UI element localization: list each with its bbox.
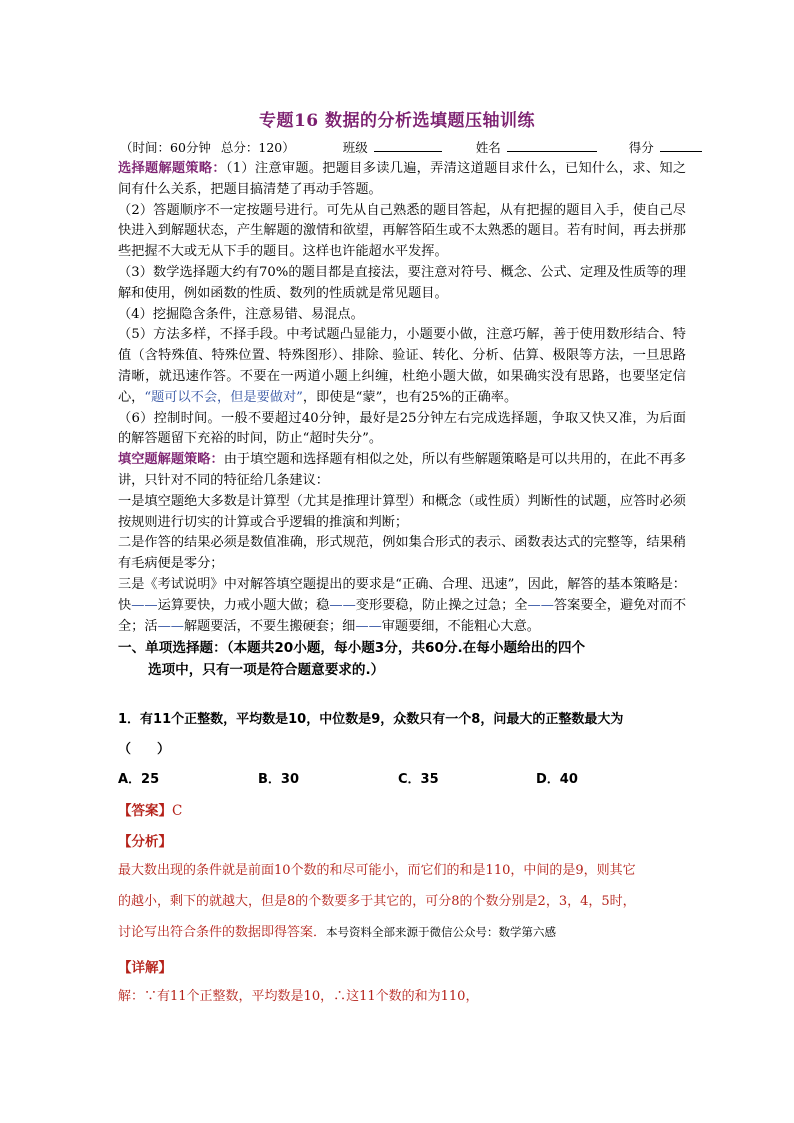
strategy2-l1: 一是填空题绝大多数是计算型（尤其是推理计算型）和概念（或性质）判断性的试题，应答时必须按规则进行切实的计算或合乎逻辑的推演和判断； <box>118 493 686 530</box>
strategy-text <box>118 159 686 681</box>
strategy1-p5: （5）方法多样，不择手段。中考试题凸显能力，小题要小做，注意巧解，善于使用数形结合、特值（含特殊值、特殊位置、特殊图形）、排除、验证、转化、分析、估算、极限等方法，一旦思路清晰，就迅速作答。不要在一两道小题上纠缠，杜绝小题大做，如果确实没有思路，也要坚定信心，“题可以不会，但是要做对”，即使是“蒙”，也有25%的正确率。 <box>118 327 686 405</box>
strategy2-intro: 填空题解题策略：由于填空题和选择题有相似之处，所以有些解题策略是可以共用的，在此不再多讲，只针对不同的特征给几条建议： <box>118 452 687 488</box>
strategy1-p6: （6）控制时间。一般不要超过40分钟，最好是25分钟左右完成选择题，争取又快又准，为后面的解答题留下充裕的时间，防止“超时失分”。 <box>118 410 686 447</box>
analysis-line-3: 讨论写出符合条件的数据即得答案．本号资料全部来源于微信公众号：数学第六感 <box>118 925 557 940</box>
source-note: 本号资料全部来源于微信公众号：数学第六感 <box>326 925 557 939</box>
strategy2-l2: 二是作答的结果必须是数值准确，形式规范，例如集合形式的表示、函数表达式的完整等，结果稍有毛病便是零分； <box>118 535 686 572</box>
class-blank <box>374 139 442 152</box>
name-blank <box>507 139 597 152</box>
strategy1-p2: （2）答题顺序不一定按题号进行。可先从自己熟悉的题目答起，从有把握的题目入手，使自己尽快进入到解题状态，产生解题的激情和欲望，再解答陌生或不太熟悉的题目。若有时间，再去拼那些把握不大或无从下手的题目。这样也许能超水平发挥。 <box>118 202 686 260</box>
analysis-line-2: 的越小，剩下的就越大，但是8的个数要多于其它的，可分8的个数分别是2，3，4，5时， <box>118 894 636 909</box>
analysis-text <box>118 855 688 948</box>
strategy2-l3: 三是《考试说明》中对解答填空题提出的要求是“正确、合理、迅速”，因此，解答的基本策略是：快——运算要快，力戒小题大做；稳——变形要稳，防止操之过急；全——答案要全，避免对而不全；活——解题要活，不要生搬硬套；细——审题要细，不能粗心大意。 <box>118 576 687 634</box>
page-title: 专题16 数据的分析选填题压轴训练 <box>258 111 536 131</box>
answer-line <box>118 799 182 819</box>
strategy1-p1: 选择题解题策略：（1）注意审题。把题目多读几遍，弄清这道题目求什么，已知什么，求、知之间有什么关系，把题目搞清楚了再动手答题。 <box>118 161 687 197</box>
answer-label: 【答案】 <box>118 803 172 819</box>
question-1-paren: （ ） <box>118 742 171 757</box>
answer-value: C <box>172 803 183 819</box>
detail-text <box>118 981 688 1012</box>
detail-label: 【详解】 <box>118 960 172 976</box>
grade-label: 得分 <box>628 140 654 155</box>
option-b: B．30 <box>258 772 299 787</box>
class-label: 班级 <box>342 140 368 155</box>
exam-time: （时间：60分钟 <box>120 140 211 155</box>
exam-score: 总分：120） <box>220 140 295 155</box>
strategy1-p4: （4）挖掘隐含条件，注意易错、易混点。 <box>118 306 364 322</box>
strategy1-quote: “题可以不会，但是要做对” <box>144 389 303 405</box>
analysis-line-1: 最大数出现的条件就是前面10个数的和尽可能小，而它们的和是110，中间的是9，则其它 <box>118 863 636 878</box>
section-heading: 一、单项选择题：（本题共20小题，每小题3分，共60分.在每小题给出的四个 <box>118 640 586 657</box>
exam-info <box>120 138 708 156</box>
strategy1-p3: （3）数学选择题大约有70%的题目都是直接法，要注意对符号、概念、公式、定理及性质等的理解和使用，例如函数的性质、数列的性质就是常见题目。 <box>118 264 686 301</box>
grade-blank <box>660 139 702 152</box>
section-heading-cont: 选项中，只有一项是符合题意要求的.） <box>148 662 385 679</box>
name-label: 姓名 <box>475 140 501 155</box>
question-1-stem: 1．有11个正整数，平均数是10，中位数是9，众数只有一个8，问最大的正整数最大为 <box>118 712 624 727</box>
detail-line-1: 解：∵有11个正整数，平均数是10，∴这11个数的和为110， <box>118 989 479 1004</box>
option-a: A．25 <box>118 772 160 787</box>
strategy2-heading: 填空题解题策略： <box>118 452 224 468</box>
option-c: C．35 <box>398 772 439 787</box>
strategy1-heading: 选择题解题策略： <box>118 161 226 176</box>
analysis-label: 【分析】 <box>118 834 172 850</box>
option-d: D．40 <box>536 772 578 787</box>
